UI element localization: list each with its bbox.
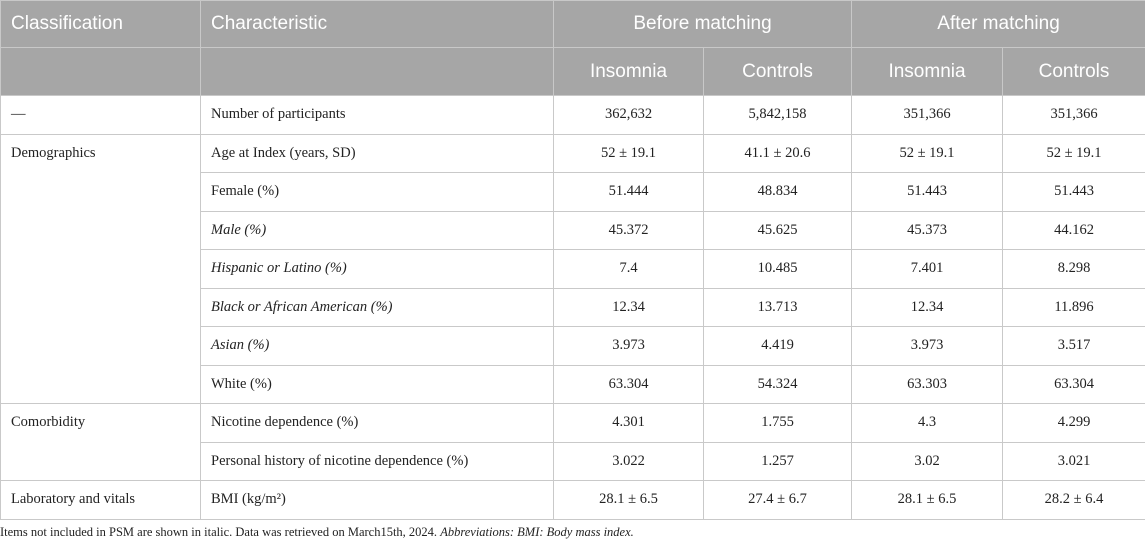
header-after-insomnia: Insomnia bbox=[852, 48, 1003, 96]
header-before-matching: Before matching bbox=[554, 1, 852, 48]
cell-after-insomnia: 51.443 bbox=[852, 173, 1003, 212]
header-after-controls: Controls bbox=[1003, 48, 1145, 96]
group-demographics: Demographics bbox=[1, 134, 201, 404]
row-label: White (%) bbox=[201, 365, 554, 404]
cell-before-insomnia: 12.34 bbox=[554, 288, 704, 327]
cell-before-insomnia: 7.4 bbox=[554, 250, 704, 289]
cell-after-controls: 351,366 bbox=[1003, 96, 1145, 135]
header-after-matching: After matching bbox=[852, 1, 1145, 48]
cell-after-insomnia: 45.373 bbox=[852, 211, 1003, 250]
table-footnote bbox=[0, 525, 634, 540]
cell-before-controls: 4.419 bbox=[704, 327, 852, 366]
cell-after-insomnia: 351,366 bbox=[852, 96, 1003, 135]
table-row bbox=[1, 96, 1145, 135]
cell-before-insomnia: 3.022 bbox=[554, 442, 704, 481]
group-none: — bbox=[1, 96, 201, 135]
header-empty-characteristic bbox=[201, 48, 554, 96]
row-label: Black or African American (%) bbox=[201, 288, 554, 327]
cell-after-controls: 11.896 bbox=[1003, 288, 1145, 327]
row-label: Asian (%) bbox=[201, 327, 554, 366]
cell-after-insomnia: 12.34 bbox=[852, 288, 1003, 327]
cell-after-controls: 52 ± 19.1 bbox=[1003, 134, 1145, 173]
cell-before-insomnia: 52 ± 19.1 bbox=[554, 134, 704, 173]
cell-before-insomnia: 45.372 bbox=[554, 211, 704, 250]
header-before-insomnia: Insomnia bbox=[554, 48, 704, 96]
cell-after-insomnia: 63.303 bbox=[852, 365, 1003, 404]
footnote-abbreviations: Abbreviations: BMI: Body mass index. bbox=[440, 525, 634, 539]
cell-after-controls: 4.299 bbox=[1003, 404, 1145, 443]
row-label: Male (%) bbox=[201, 211, 554, 250]
cell-before-insomnia: 362,632 bbox=[554, 96, 704, 135]
row-label: Hispanic or Latino (%) bbox=[201, 250, 554, 289]
cell-before-controls: 41.1 ± 20.6 bbox=[704, 134, 852, 173]
header-characteristic: Characteristic bbox=[201, 1, 554, 48]
row-label: BMI (kg/m²) bbox=[201, 481, 554, 520]
cell-after-insomnia: 4.3 bbox=[852, 404, 1003, 443]
row-label: Female (%) bbox=[201, 173, 554, 212]
cell-before-controls: 1.257 bbox=[704, 442, 852, 481]
cell-before-controls: 1.755 bbox=[704, 404, 852, 443]
table-row bbox=[1, 481, 1145, 520]
cell-before-controls: 27.4 ± 6.7 bbox=[704, 481, 852, 520]
cell-before-insomnia: 51.444 bbox=[554, 173, 704, 212]
header-empty-classification bbox=[1, 48, 201, 96]
header-classification: Classification bbox=[1, 1, 201, 48]
cell-after-insomnia: 7.401 bbox=[852, 250, 1003, 289]
table-row bbox=[1, 134, 1145, 173]
cell-before-controls: 54.324 bbox=[704, 365, 852, 404]
group-lab: Laboratory and vitals bbox=[1, 481, 201, 520]
cell-before-controls: 45.625 bbox=[704, 211, 852, 250]
footnote-text: Items not included in PSM are shown in italic. Data was retrieved on March15th, 2024. bbox=[0, 525, 438, 539]
cell-before-insomnia: 4.301 bbox=[554, 404, 704, 443]
table-row bbox=[1, 404, 1145, 443]
cell-after-controls: 28.2 ± 6.4 bbox=[1003, 481, 1145, 520]
row-label: Age at Index (years, SD) bbox=[201, 134, 554, 173]
cell-before-insomnia: 3.973 bbox=[554, 327, 704, 366]
cell-before-controls: 5,842,158 bbox=[704, 96, 852, 135]
row-label: Personal history of nicotine dependence (%) bbox=[201, 442, 554, 481]
cell-after-insomnia: 28.1 ± 6.5 bbox=[852, 481, 1003, 520]
cell-after-controls: 3.517 bbox=[1003, 327, 1145, 366]
cell-after-controls: 63.304 bbox=[1003, 365, 1145, 404]
cell-after-controls: 3.021 bbox=[1003, 442, 1145, 481]
cell-after-controls: 51.443 bbox=[1003, 173, 1145, 212]
cell-after-insomnia: 3.973 bbox=[852, 327, 1003, 366]
cell-before-controls: 13.713 bbox=[704, 288, 852, 327]
row-label: Number of participants bbox=[201, 96, 554, 135]
cell-after-controls: 44.162 bbox=[1003, 211, 1145, 250]
header-before-controls: Controls bbox=[704, 48, 852, 96]
cell-after-insomnia: 3.02 bbox=[852, 442, 1003, 481]
cell-after-controls: 8.298 bbox=[1003, 250, 1145, 289]
cell-before-controls: 10.485 bbox=[704, 250, 852, 289]
cell-before-insomnia: 28.1 ± 6.5 bbox=[554, 481, 704, 520]
group-comorbidity: Comorbidity bbox=[1, 404, 201, 481]
cell-before-insomnia: 63.304 bbox=[554, 365, 704, 404]
row-label: Nicotine dependence (%) bbox=[201, 404, 554, 443]
cell-after-insomnia: 52 ± 19.1 bbox=[852, 134, 1003, 173]
cell-before-controls: 48.834 bbox=[704, 173, 852, 212]
